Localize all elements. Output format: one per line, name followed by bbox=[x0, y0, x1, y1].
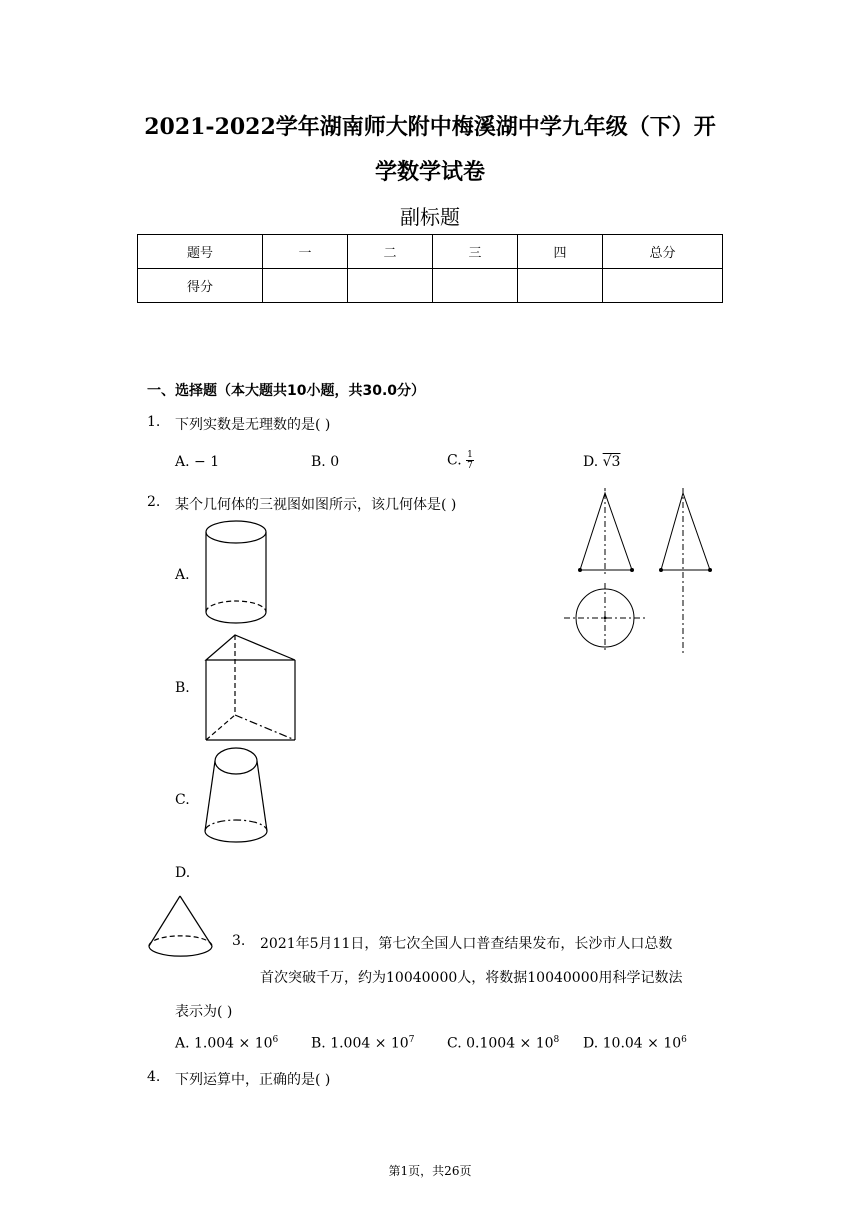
option-d bbox=[583, 454, 620, 470]
option-a: A. − 1 bbox=[175, 454, 220, 470]
question-text: 某个几何体的三视图如图所示，该几何体是( ) bbox=[175, 497, 457, 513]
three-view-drawing bbox=[560, 485, 660, 660]
option-a-base: A. 1.004 × 10 bbox=[175, 1035, 273, 1052]
triangular-prism-figure bbox=[200, 632, 302, 744]
section-heading: 一、选择题（本大题共10小题，共30.0分） bbox=[147, 383, 426, 399]
score-table-header-row bbox=[138, 235, 723, 269]
cone-figure bbox=[145, 892, 217, 967]
exponent: 6 bbox=[272, 1035, 279, 1045]
option-b-base: B. 1.004 × 10 bbox=[311, 1035, 409, 1052]
cylinder-figure bbox=[200, 518, 272, 628]
question-text-line: 首次突破千万，约为10040000人，将数据10040000用科学记数法 bbox=[260, 970, 683, 986]
option-d-label: D. bbox=[583, 454, 599, 470]
exponent: 7 bbox=[408, 1035, 415, 1045]
fraction-numerator: 1 bbox=[467, 450, 473, 460]
score-table-header: 题号 bbox=[138, 235, 263, 269]
score-cell bbox=[348, 269, 433, 303]
option-c bbox=[447, 1035, 559, 1052]
option-b: B. bbox=[175, 680, 190, 696]
side-view-drawing bbox=[655, 485, 725, 660]
score-table-header: 总分 bbox=[603, 235, 723, 269]
score-cell bbox=[433, 269, 518, 303]
question-number: 2. bbox=[147, 494, 161, 510]
page-footer: 第1页，共26页 bbox=[388, 1164, 472, 1178]
question-number: 4. bbox=[147, 1069, 161, 1085]
question-text-line: 2021年5月11日，第七次全国人口普查结果发布，长沙市人口总数 bbox=[260, 936, 673, 952]
option-d: D. bbox=[175, 865, 191, 881]
option-a bbox=[175, 1035, 278, 1052]
score-table-score-row bbox=[138, 269, 723, 303]
fraction-denominator: 7 bbox=[467, 461, 473, 471]
page-subtitle: 副标题 bbox=[400, 205, 460, 229]
option-d bbox=[583, 1035, 687, 1052]
question-text-line: 表示为( ) bbox=[175, 1004, 233, 1020]
score-table-row-label: 得分 bbox=[138, 269, 263, 303]
option-c: C. bbox=[175, 792, 190, 808]
option-a: A. bbox=[175, 567, 190, 583]
question-text: 下列实数是无理数的是( ) bbox=[175, 417, 331, 433]
exponent: 8 bbox=[553, 1035, 560, 1045]
score-cell bbox=[263, 269, 348, 303]
option-d-base: D. 10.04 × 10 bbox=[583, 1035, 682, 1052]
page-title-line2: 学数学试卷 bbox=[374, 159, 485, 185]
question-text: 下列运算中，正确的是( ) bbox=[175, 1072, 331, 1088]
fraction bbox=[466, 450, 474, 471]
score-cell bbox=[518, 269, 603, 303]
score-cell bbox=[603, 269, 723, 303]
question-number: 1. bbox=[147, 414, 161, 430]
exponent: 6 bbox=[681, 1035, 687, 1045]
option-c bbox=[447, 450, 474, 471]
score-table bbox=[137, 234, 723, 303]
page-title-line1: 2021-2022学年湖南师大附中梅溪湖中学九年级（下）开 bbox=[144, 114, 716, 140]
score-table-header: 四 bbox=[518, 235, 603, 269]
option-b bbox=[311, 1035, 414, 1052]
question-number: 3. bbox=[232, 933, 246, 949]
option-c-base: C. 0.1004 × 10 bbox=[447, 1035, 554, 1052]
sqrt-expression: √3 bbox=[602, 454, 621, 470]
score-table-header: 二 bbox=[348, 235, 433, 269]
score-table-header: 一 bbox=[263, 235, 348, 269]
option-c-label: C. bbox=[447, 452, 462, 469]
option-b: B. 0 bbox=[311, 454, 340, 470]
score-table-header: 三 bbox=[433, 235, 518, 269]
frustum-figure bbox=[200, 745, 272, 850]
